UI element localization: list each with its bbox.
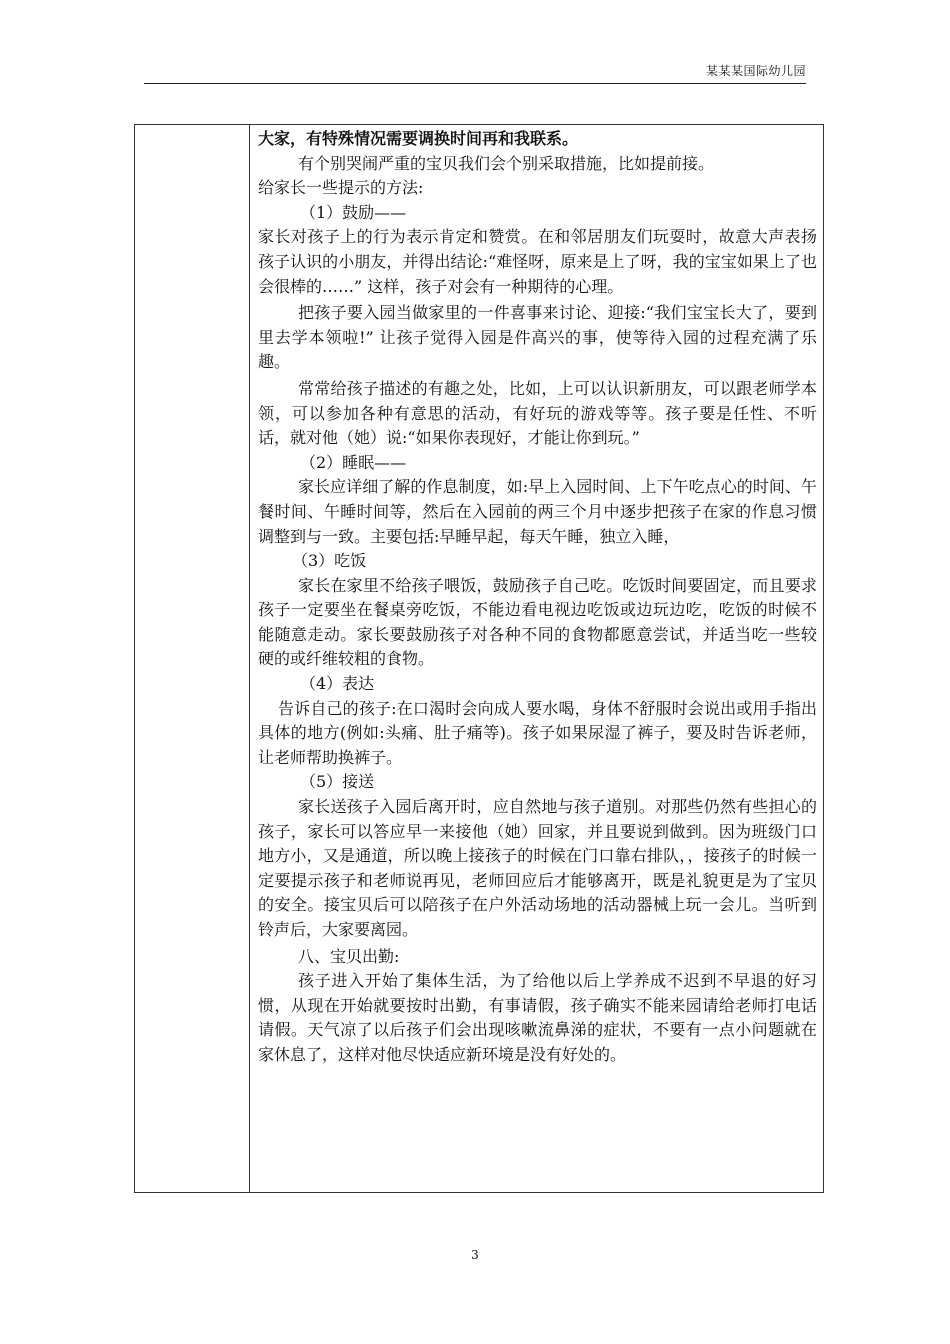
content-table: [134, 124, 824, 1193]
paragraph-encourage-2: 把孩子要入园当做家里的一件喜事来讨论、迎接:“我们宝宝长大了，要到里去学本领啦!” 让孩子觉得入园是件高兴的事，使等待入园的过程充满了乐趣。: [258, 303, 817, 372]
table-left-cell: [135, 125, 250, 1192]
paragraph-expression: 告诉自己的孩子:在口渴时会向成人要水喝，身体不舒服时会说出或用手指出具体的地方(例如:头痛、肚子痛等)。孩子如果尿湿了裤子，要及时告诉老师，让老师帮助换裤子。: [258, 698, 817, 767]
paragraph-eating: 家长在家里不给孩子喂饭，鼓励孩子自己吃。吃饭时间要固定，而且要求孩子一定要坐在餐桌旁吃饭，不能边看电视边吃饭或边玩边吃，吃饭的时候不能随意走动。家长要鼓励孩子对各种不同的食物都愿意尝试，并适当吃一些较硬的或纤维较粗的食物。: [258, 575, 817, 669]
paragraph-contact: 大家，有特殊情况需要调换时间再和我联系。: [258, 129, 579, 148]
paragraph-sleep: 家长应详细了解的作息制度，如:早上入园时间、上下午吃点心的时间、午餐时间、午睡时间等，然后在入园前的两三个月中逐步把孩子在家的作息习惯调整到与一致。主要包括:早睡早起，每天午睡，独立入睡，: [258, 477, 817, 546]
heading-encourage: （1）鼓励——: [300, 202, 407, 222]
heading-attendance: 八、宝贝出勤:: [298, 946, 400, 966]
heading-expression: （4）表达: [300, 674, 375, 694]
page-number: 3: [471, 1248, 479, 1262]
table-right-cell: [250, 125, 823, 1192]
header-divider: [144, 83, 806, 84]
heading-sleep: （2）睡眠——: [300, 452, 407, 472]
paragraph-crying: 有个别哭闹严重的宝贝我们会个别采取措施，比如提前接。: [298, 153, 715, 173]
paragraph-encourage-3: 常常给孩子描述的有趣之处，比如，上可以认识新朋友，可以跟老师学本领，可以参加各种有意思的活动，有好玩的游戏等等。孩子要是任性、不听话，就对他（她）说:“如果你表现好，才能让你到玩。”: [258, 378, 817, 448]
paragraph-attendance: 孩子进入开始了集体生活，为了给他以后上学养成不迟到不早退的好习惯，从现在开始就要按时出勤，有事请假，孩子确实不能来园请给老师打电话请假。天气凉了以后孩子们会出现咳嗽流鼻涕的症状，不要有一点小问题就在家休息了，这样对他尽快适应新环境是没有好处的。: [258, 971, 817, 1064]
heading-eating: （3）吃饭: [292, 551, 367, 571]
paragraph-pickup: 家长送孩子入园后离开时，应自然地与孩子道别。对那些仍然有些担心的孩子，家长可以答应早一来接他（她）回家，并且要说到做到。因为班级门口地方小，又是通道，所以晚上接孩子的时候在门口靠右排队，，接孩子的时候一定要提示孩子和老师说再见，老师回应后才能够离开，既是礼貌更是为了宝贝的安全。接宝贝后可以陪孩子在户外活动场地的活动器械上玩一会儿。当听到铃声后，大家要离园。: [258, 797, 817, 939]
paragraph-encourage-1: 家长对孩子上的行为表示肯定和赞赏。在和邻居朋友们玩耍时，故意大声表扬孩子认识的小朋友，并得出结论:“难怪呀，原来是上了呀，我的宝宝如果上了也会很棒的……” 这样，孩子对会有一种期待的心理。: [258, 227, 817, 296]
paragraph-tips-intro: 给家长一些提示的方法:: [258, 178, 424, 198]
heading-pickup: （5）接送: [300, 772, 375, 792]
header-title: 某某某国际幼儿园: [705, 64, 806, 78]
